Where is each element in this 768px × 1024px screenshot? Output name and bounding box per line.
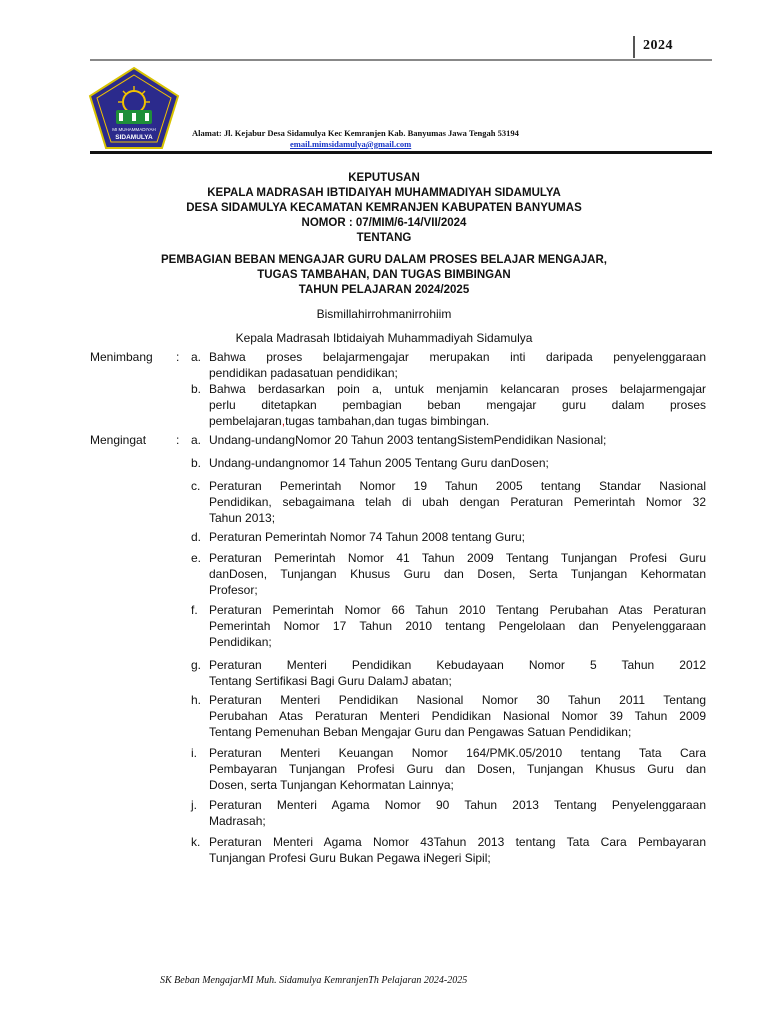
menimbang-colon: : <box>176 350 180 364</box>
list-item: Peraturan Pemerintah Nomor 66 Tahun 2010 Tentang Perubahan Atas Peraturan Pemerintah Nomor 17 Tahun 2010 tentang Pengelolaan dan Penyelenggaraan Pendidikan; <box>209 603 706 649</box>
subject-line: TAHUN PELAJARAN 2024/2025 <box>298 284 470 296</box>
item-letter: g. <box>191 658 202 672</box>
item-letter: d. <box>191 530 202 544</box>
decree-subject <box>80 253 688 298</box>
list-item: Bahwa berdasarkan poin a, untuk menjamin kelancaran proses belajarmengajar perlu ditetapkan pembagian beban mengajar guru dalam proses pembelajaran,tugas tambahan,dan tugas bimbingan. <box>209 382 706 428</box>
top-rule <box>90 59 712 61</box>
school-email-link[interactable]: email.mimsidamulya@gmail.com <box>290 139 412 149</box>
letterhead-rule <box>90 151 712 154</box>
item-letter: j. <box>191 798 197 812</box>
menimbang-label: Menimbang <box>90 350 153 364</box>
school-logo <box>86 66 182 150</box>
item-letter: c. <box>191 479 201 493</box>
list-item: Undang-undangNomor 20 Tahun 2003 tentangSistemPendidikan Nasional; <box>209 433 607 447</box>
subject-line: TUGAS TAMBAHAN, DAN TUGAS BIMBINGAN <box>257 269 511 281</box>
list-item: Peraturan Pemerintah Nomor 41 Tahun 2009 Tentang Tunjangan Profesi Guru danDosen, Tunjangan Khusus Guru dan Dosen, Serta Tunjangan Kehormatan Profesor; <box>209 551 706 597</box>
year-divider <box>633 36 635 58</box>
title-line: DESA SIDAMULYA KECAMATAN KEMRANJEN KABUPATEN BANYUMAS <box>186 202 582 214</box>
mengingat-label: Mengingat <box>90 433 147 447</box>
list-item: Peraturan Pemerintah Nomor 74 Tahun 2008 tentang Guru; <box>209 530 525 544</box>
list-item: Peraturan Menteri Agama Nomor 43Tahun 2013 tentang Tata Cara Pembayaran Tunjangan Profesi Guru Bukan Pegawa iNegeri Sipil; <box>209 835 706 865</box>
school-address: Alamat: Jl. Kejabur Desa Sidamulya Kec Kemranjen Kab. Banyumas Jawa Tengah 53194 <box>192 128 519 138</box>
mengingat-colon: : <box>176 433 180 447</box>
page-footer: SK Beban MengajarMI Muh. Sidamulya KemranjenTh Pelajaran 2024-2025 <box>160 975 468 986</box>
bismillah-line: Bismillahirrohmanirrohiim <box>316 307 452 321</box>
item-letter: i. <box>191 746 197 760</box>
item-letter: a. <box>191 350 202 364</box>
list-item: Peraturan Menteri Agama Nomor 90 Tahun 2013 Tentang Penyelenggaraan Madrasah; <box>209 798 706 828</box>
item-letter: k. <box>191 835 201 849</box>
subject-line: PEMBAGIAN BEBAN MENGAJAR GURU DALAM PROSES BELAJAR MENGAJAR, <box>161 254 607 266</box>
list-item: Bahwa proses belajarmengajar merupakan inti daripada penyelenggaraan pendidikan padasatuan pendidikan; <box>209 350 706 380</box>
decree-title <box>80 171 688 246</box>
item-letter: b. <box>191 382 202 396</box>
list-item: Undang-undangnomor 14 Tahun 2005 Tentang Guru danDosen; <box>209 456 549 470</box>
item-letter: e. <box>191 551 202 565</box>
item-letter: f. <box>191 603 198 617</box>
headmaster-line: Kepala Madrasah Ibtidaiyah Muhammadiyah Sidamulya <box>235 331 533 345</box>
header-year: 2024 <box>643 38 673 53</box>
title-line: TENTANG <box>356 232 412 244</box>
item-letter: h. <box>191 693 202 707</box>
decree-number: NOMOR : 07/MIM/6-14/VII/2024 <box>301 217 467 229</box>
list-item: Peraturan Pemerintah Nomor 19 Tahun 2005 tentang Standar Nasional Pendidikan, sebagaimana telah di ubah dengan Peraturan Pemerintah Nomor 32 Tahun 2013; <box>209 479 706 525</box>
list-item: Peraturan Menteri Keuangan Nomor 164/PMK.05/2010 tentang Tata Cara Pembayaran Tunjangan Profesi Guru dan Dosen, Tunjangan Khusus Guru dan Dosen, serta Tunjangan Kehormatan Lainnya; <box>209 746 706 792</box>
svg-text:SIDAMULYA: SIDAMULYA <box>115 134 153 141</box>
item-letter: a. <box>191 433 202 447</box>
title-line: KEPUTUSAN <box>348 172 420 184</box>
list-item: Peraturan Menteri Pendidikan Nasional Nomor 30 Tahun 2011 Tentang Perubahan Atas Peraturan Menteri Pendidikan Nasional Nomor 39 Tahun 2009 Tentang Pemenuhan Beban Mengajar Guru dan Pengawas Satuan Pendidikan; <box>209 693 706 739</box>
svg-text:MI MUHAMMADIYAH: MI MUHAMMADIYAH <box>112 127 156 132</box>
list-item: Peraturan Menteri Pendidikan Kebudayaan Nomor 5 Tahun 2012 Tentang Sertifikasi Bagi Guru DalamJ abatan; <box>209 658 706 688</box>
item-letter: b. <box>191 456 202 470</box>
title-line: KEPALA MADRASAH IBTIDAIYAH MUHAMMADIYAH SIDAMULYA <box>207 187 561 199</box>
